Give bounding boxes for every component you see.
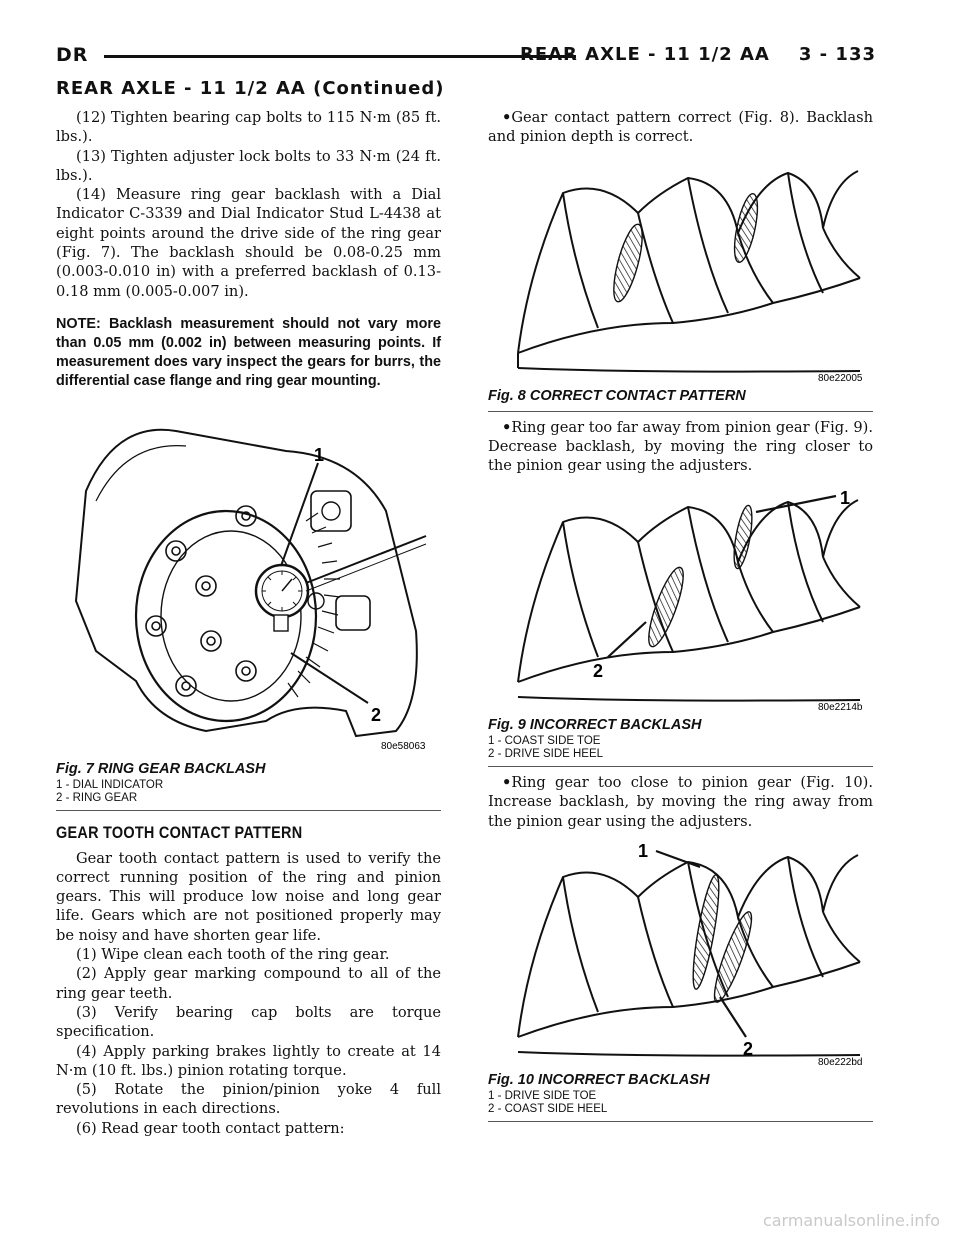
bullet-too-far: •Ring gear too far away from pinion gear (Fig. 9). Decrease backlash, by moving the ring closer to the pinion gear using the adjusters. (488, 418, 873, 475)
fig8-rule (488, 411, 873, 412)
fig7-rule (56, 810, 441, 811)
section-paragraph: Gear tooth contact pattern is used to verify the correct running position of the ring and pinion gears. This will produce low noise and long gear life. Gears which are not positioned properly may be noisy and have shorten gear life. (56, 849, 441, 944)
step-6: (6) Read gear tooth contact pattern: (76, 1119, 345, 1137)
watermark: carmanualsonline.info (762, 1211, 940, 1230)
continued-title: REAR AXLE - 11 1/2 AA (Continued) (56, 78, 445, 99)
step-14: (14) Measure ring gear backlash with a Dial Indicator C-3339 and Dial Indicator Stud L-4438 at eight points around the drive side of the ring gear (Fig. 7). The backlash should be 0.08-0.25 mm (0.003-0.010 in) with a preferred backlash of 0.13-0.18 mm (0.005-0.007 in). (56, 186, 441, 300)
fig7-id: 80e58063 (381, 740, 426, 752)
bullet-correct: •Gear contact pattern correct (Fig. 8). Backlash and pinion depth is correct. (488, 109, 873, 146)
section-title: GEAR TOOTH CONTACT PATTERN (56, 823, 303, 843)
header-left: DR (56, 44, 89, 66)
fig7-callout-2: 2 (371, 704, 382, 725)
page-header (56, 40, 876, 70)
fig7-legend-1: 1 - DIAL INDICATOR (56, 779, 164, 792)
fig9-rule (488, 766, 873, 767)
ring-gear-backlash-illustration (56, 401, 441, 756)
correct-contact-pattern-illustration (488, 153, 873, 383)
figure-10 (488, 837, 873, 1122)
fig7-legend-2: 2 - RING GEAR (56, 792, 138, 805)
fig10-id: 80e222bd (818, 1056, 863, 1067)
fig9-callout-1: 1 (840, 487, 851, 508)
right-column (488, 108, 873, 1122)
incorrect-backlash-illustration-9 (488, 482, 873, 712)
step-1: (1) Wipe clean each tooth of the ring gear. (76, 946, 390, 964)
fig8-id: 80e22005 (818, 372, 863, 383)
fig9-legend-2: 2 - DRIVE SIDE HEEL (488, 748, 604, 761)
fig10-rule (488, 1121, 873, 1122)
fig10-legend-2: 2 - COAST SIDE HEEL (488, 1103, 608, 1116)
note-backlash: NOTE: Backlash measurement should not vary more than 0.05 mm (0.002 in) between measuring points. If measurement does vary inspect the gears for burrs, the differential case flange and ring gear mounting. (56, 315, 441, 389)
header-rule (104, 55, 576, 58)
fig7-callout-1: 1 (314, 444, 325, 465)
fig7-caption: Fig. 7 RING GEAR BACKLASH (56, 760, 266, 777)
fig10-callout-2: 2 (743, 1038, 754, 1059)
fig10-caption: Fig. 10 INCORRECT BACKLASH (488, 1071, 710, 1088)
step-3: (3) Verify bearing cap bolts are torque specification. (56, 1003, 441, 1041)
fig10-legend-1: 1 - DRIVE SIDE TOE (488, 1090, 597, 1103)
figure-9 (488, 482, 873, 767)
left-column (56, 108, 441, 1138)
fig9-legend-1: 1 - COAST SIDE TOE (488, 735, 601, 748)
step-5: (5) Rotate the pinion/pinion yoke 4 full revolutions in each directions. (56, 1081, 441, 1118)
fig9-callout-2: 2 (593, 660, 604, 681)
figure-7 (56, 401, 441, 811)
header-right: REAR AXLE - 11 1/2 AA 3 - 133 (519, 44, 876, 65)
figure-8 (488, 153, 873, 412)
step-12: (12) Tighten bearing cap bolts to 115 N·m (85 ft. lbs.). (56, 109, 441, 146)
step-13: (13) Tighten adjuster lock bolts to 33 N·m (24 ft. lbs.). (56, 147, 441, 184)
incorrect-backlash-illustration-10 (488, 837, 873, 1067)
fig9-id: 80e2214b (818, 701, 863, 712)
fig10-callout-1: 1 (638, 840, 649, 861)
step-2: (2) Apply gear marking compound to all of the ring gear teeth. (56, 965, 441, 1002)
fig9-caption: Fig. 9 INCORRECT BACKLASH (488, 716, 702, 733)
bullet-too-close: •Ring gear too close to pinion gear (Fig. 10). Increase backlash, by moving the ring away from the pinion gear using the adjusters. (488, 774, 873, 830)
fig8-caption: Fig. 8 CORRECT CONTACT PATTERN (488, 387, 746, 404)
step-4: (4) Apply parking brakes lightly to create at 14 N·m (10 ft. lbs.) pinion rotating torque. (56, 1042, 441, 1079)
